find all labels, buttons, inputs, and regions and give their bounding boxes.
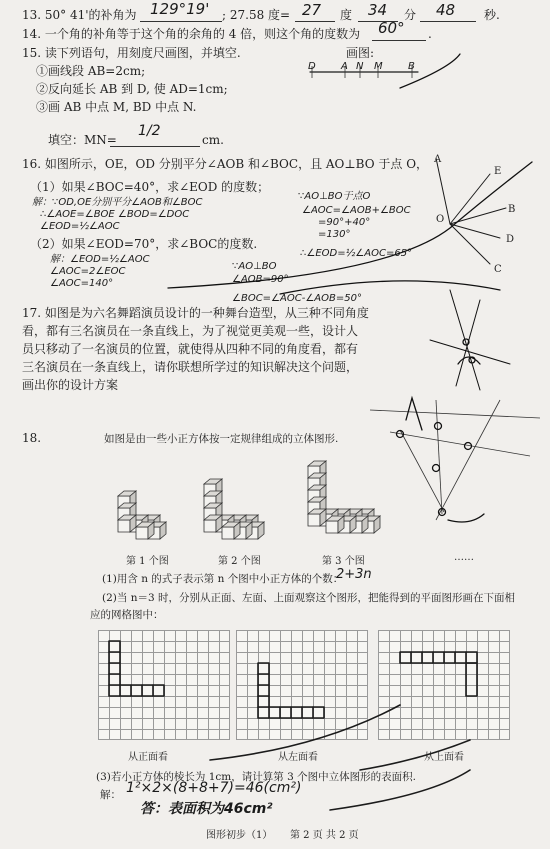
q16-work-1e: ∠AOC=∠AOB+∠BOC bbox=[302, 205, 411, 216]
q15-step-3: ③画 AB 中点 M, BD 中点 N. bbox=[36, 100, 197, 114]
q15-answer: 1/2 bbox=[138, 123, 161, 139]
q15-fill-label: 填空：MN= bbox=[48, 133, 117, 147]
q16-prompt: 16. 如图所示，OE，OD 分别平分∠AOB 和∠BOC，且 AO⊥BO 于点 O， bbox=[22, 157, 429, 171]
q16-work-1a: 解：∵OD,OE分别平分∠AOB和∠BOC bbox=[32, 197, 203, 208]
q13-answer-degrees: 27 bbox=[302, 1, 322, 19]
q13-answer-minutes: 34 bbox=[368, 1, 388, 19]
footer-section: 图形初步（1） bbox=[206, 830, 273, 841]
q16-work-1g: =130° bbox=[318, 229, 351, 240]
q16-work-2a: 解：∠EOD=½∠AOC bbox=[50, 254, 150, 265]
q13-second-unit: 秒. bbox=[484, 8, 500, 22]
q18-intro: 如图是由一些小正方体按一定规律组成的立体图形. bbox=[104, 433, 339, 445]
q13-prompt: 13. 50° 41'的补角为 bbox=[22, 8, 137, 22]
q18-answer: 答：表面积为46cm² bbox=[140, 801, 273, 817]
q15-step-2: ②反向延长 AB 到 D, 使 AD=1cm; bbox=[36, 82, 228, 96]
q17-line-4: 三名演员在一条直线上，请你联想所学过的知识解决这个问题， bbox=[22, 360, 359, 374]
q14-prompt: 14. 一个角的补角等于这个角的余角的 4 倍，则这个角的度数为 bbox=[22, 27, 361, 41]
q15-point-n: N bbox=[356, 61, 364, 72]
q17-line-5: 画出你的设计方案 bbox=[22, 378, 119, 392]
q16-label-b: B bbox=[508, 204, 516, 215]
q16-work-2d: ∵AO⊥BO bbox=[232, 261, 277, 272]
q17-line-2: 看，都有三名演员在一条直线上，为了视觉更美观一些，设计人 bbox=[22, 324, 359, 338]
caption-front-view: 从正面看 bbox=[128, 752, 168, 763]
q18-part-3: (3)若小正方体的棱长为 1cm，请计算第 3 个图中立体图形的表面积. bbox=[96, 771, 416, 783]
q16-label-e: E bbox=[494, 166, 502, 177]
front-view-outline bbox=[109, 641, 164, 696]
q18-part-1-answer: 2+3n bbox=[336, 567, 372, 582]
q16-part-1: （1）如果∠BOC=40°，求∠EOD 的度数； bbox=[30, 180, 270, 194]
top-view-right-column bbox=[466, 663, 477, 696]
caption-top-view: 从上面看 bbox=[424, 752, 464, 763]
q13-prompt-2: ; 27.58 度= bbox=[222, 8, 291, 22]
q16-work-1h: ∴∠EOD=½∠AOC=65° bbox=[300, 248, 413, 259]
q15-prompt: 15. 读下列语句，用刻度尺画图，并填空. bbox=[22, 46, 241, 60]
q16-label-o: O bbox=[436, 214, 445, 225]
q16-work-1f: =90°+40° bbox=[318, 217, 371, 228]
q18-part-1: (1)用含 n 的式子表示第 n 个图中小正方体的个数： bbox=[102, 573, 344, 585]
q18-caption-fig-3: 第 3 个图 bbox=[322, 556, 365, 567]
q13-answer-supplement: 129°19' bbox=[150, 0, 210, 18]
q13-minute-unit: 分 bbox=[404, 8, 417, 22]
q15-unit: cm. bbox=[202, 133, 224, 147]
q14-answer: 60° bbox=[378, 19, 405, 37]
q13-answer-seconds: 48 bbox=[436, 1, 456, 19]
q16-work-2c: ∠AOC=140° bbox=[50, 278, 114, 289]
q13-degree-unit: 度 bbox=[340, 8, 353, 22]
q18-number: 18. bbox=[22, 431, 42, 445]
q15-draw-label: 画图: bbox=[346, 46, 375, 60]
q18-part-2-line-1: (2)当 n＝3 时，分别从正面、左面、上面观察这个图形，把能得到的平面图形画在下面相 bbox=[102, 592, 515, 604]
q16-work-1d: ∵AO⊥BO于点O bbox=[298, 191, 371, 202]
q18-solution-label: 解： bbox=[100, 789, 121, 801]
q16-label-a: A bbox=[434, 154, 442, 165]
q16-work-2e: ∠AOB=90° bbox=[232, 274, 289, 285]
q16-label-c: C bbox=[494, 264, 502, 275]
q17-line-3: 员只移动了一名演员的位置，就使得从四种不同的角度看，都有 bbox=[22, 342, 359, 356]
q18-caption-fig-2: 第 2 个图 bbox=[218, 556, 261, 567]
q16-label-d: D bbox=[506, 234, 515, 245]
q15-point-d: D bbox=[308, 61, 316, 72]
q18-part-2-line-2: 应的网格图中： bbox=[90, 609, 164, 621]
q15-point-a: A bbox=[341, 61, 348, 72]
q15-point-b: B bbox=[408, 61, 415, 72]
q18-calculation: 1²×2×(8+8+7)=46(cm²) bbox=[126, 780, 302, 796]
q18-caption-dots: …… bbox=[454, 552, 474, 563]
q16-work-1b: ∴∠AOE=∠BOE ∠BOD=∠DOC bbox=[40, 209, 190, 220]
q16-work-2b: ∠AOC=2∠EOC bbox=[50, 266, 126, 277]
q15-step-1: ①画线段 AB=2cm; bbox=[36, 64, 146, 78]
q14-end: . bbox=[428, 27, 432, 41]
q15-point-m: M bbox=[374, 61, 383, 72]
q17-line-1: 17. 如图是为六名舞蹈演员设计的一种舞台造型，从三种不同角度 bbox=[22, 306, 369, 320]
caption-left-view: 从左面看 bbox=[278, 752, 318, 763]
q16-part-2: （2）如果∠EOD=70°，求∠BOC的度数. bbox=[30, 237, 258, 251]
q18-caption-fig-1: 第 1 个图 bbox=[126, 556, 169, 567]
q16-work-2f: ∠BOC=∠AOC-∠AOB=50° bbox=[232, 293, 362, 304]
footer-page-number: 第 2 页 共 2 页 bbox=[290, 830, 359, 841]
q16-work-1c: ∠EOD=½∠AOC bbox=[40, 221, 120, 232]
